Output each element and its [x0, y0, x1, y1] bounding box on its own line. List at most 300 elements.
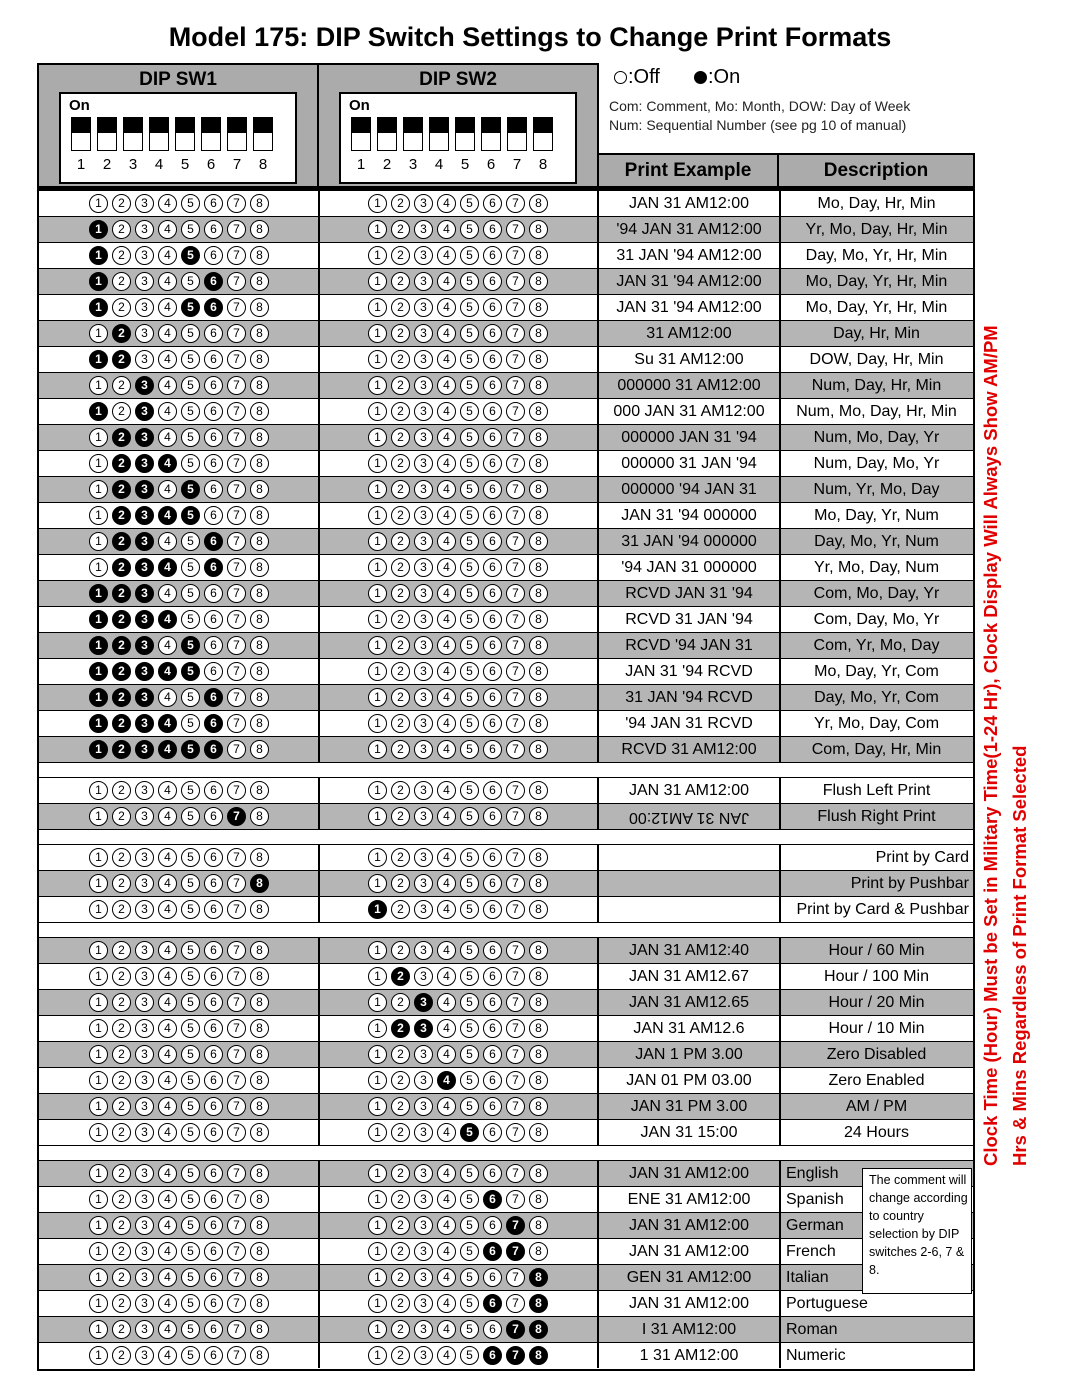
switch-off-circle: 3	[414, 1097, 433, 1116]
switch-off-circle: 6	[204, 1294, 223, 1313]
switch-off-circle: 1	[368, 194, 387, 213]
switch-off-circle: 8	[250, 1097, 269, 1116]
print-example-text: JAN 31 '94 000000	[621, 506, 757, 524]
switch-off-circle: 8	[250, 781, 269, 800]
switch-off-circle: 8	[250, 610, 269, 629]
switch-off-circle: 3	[135, 1242, 154, 1261]
switch-off-circle: 5	[181, 1097, 200, 1116]
description-cell: Zero Disabled	[826, 1045, 927, 1063]
sw2-cell	[319, 845, 597, 870]
switch-on-circle: 4	[158, 506, 177, 525]
switch-off-circle: 4	[437, 1019, 456, 1038]
switch-off-circle: 6	[483, 781, 502, 800]
switch-off-circle: 4	[158, 584, 177, 603]
print-example-cell	[599, 1042, 779, 1067]
switch-off-circle: 4	[437, 1346, 456, 1365]
switch-off-circle: 6	[204, 220, 223, 239]
switch-off-circle: 6	[483, 402, 502, 421]
switch-off-circle: 8	[529, 454, 548, 473]
switch-off-circle: 7	[227, 506, 246, 525]
sw2-switch-states	[366, 402, 550, 421]
sw1-cell	[39, 243, 319, 268]
switch-off-circle: 5	[181, 900, 200, 919]
switch-off-circle: 7	[506, 1164, 525, 1183]
switch-off-circle: 5	[181, 688, 200, 707]
switch-off-circle: 8	[250, 584, 269, 603]
sw1-switch-states	[87, 402, 271, 421]
switch-off-circle: 5	[181, 584, 200, 603]
switch-number: 8	[258, 156, 268, 173]
switch-off-circle: 1	[368, 714, 387, 733]
switch-off-circle: 6	[483, 350, 502, 369]
sw1-switch-states	[87, 1294, 271, 1313]
switch-number: 1	[76, 156, 86, 173]
sw1-cell	[39, 938, 319, 963]
switch-off-circle: 2	[112, 220, 131, 239]
switch-off-circle: 1	[368, 298, 387, 317]
sw1-cell	[39, 1213, 319, 1238]
sw1-cell	[39, 633, 319, 658]
switch-off-circle: 3	[414, 740, 433, 759]
sw1-switch-states	[87, 740, 271, 759]
switch-off-circle: 4	[158, 480, 177, 499]
switch-off-circle: 6	[204, 194, 223, 213]
switch-off-circle: 8	[529, 1242, 548, 1261]
switch-off-circle: 3	[135, 967, 154, 986]
description-cell: Spanish	[786, 1190, 844, 1208]
description-cell: Num, Mo, Day, Yr	[813, 428, 940, 446]
switch-off-circle: 8	[529, 532, 548, 551]
sw1-switch-states	[87, 428, 271, 447]
switch-on-circle: 3	[135, 480, 154, 499]
table-row	[39, 684, 973, 710]
switch-off-circle: 4	[437, 480, 456, 499]
switch-off-circle: 6	[204, 1320, 223, 1339]
sw1-switch-states	[87, 324, 271, 343]
switch-number: 7	[232, 156, 242, 173]
separator-row	[39, 829, 973, 844]
switch-number: 2	[102, 156, 112, 173]
switch-off-circle: 8	[529, 584, 548, 603]
sw2-switch-states	[366, 1071, 550, 1090]
switch-off-circle: 6	[204, 993, 223, 1012]
switch-off-circle: 2	[112, 967, 131, 986]
switch-off-circle: 6	[483, 874, 502, 893]
switch-off-circle: 4	[437, 506, 456, 525]
switch-on-circle: 2	[112, 688, 131, 707]
dip-switch-toggle	[253, 117, 273, 151]
switch-off-circle: 2	[391, 1045, 410, 1064]
switch-off-circle: 1	[368, 967, 387, 986]
sw1-cell	[39, 1016, 319, 1041]
switch-off-circle: 4	[437, 967, 456, 986]
switch-off-circle: 8	[250, 714, 269, 733]
switch-off-circle: 6	[483, 636, 502, 655]
sw1-switch-states	[87, 688, 271, 707]
switch-off-circle: 6	[483, 807, 502, 826]
sw1-switch-states	[87, 967, 271, 986]
print-example-cell	[599, 581, 779, 606]
switch-off-circle: 5	[460, 610, 479, 629]
switch-off-circle: 7	[506, 714, 525, 733]
description-cell: Mo, Day, Hr, Min	[817, 194, 936, 212]
switch-off-circle: 4	[437, 807, 456, 826]
switch-off-circle: 4	[437, 636, 456, 655]
sw2-switch-states	[366, 610, 550, 629]
sw1-switch-states	[87, 350, 271, 369]
dip-switch-toggle	[481, 117, 501, 151]
switch-off-circle: 1	[89, 1242, 108, 1261]
switch-off-circle: 7	[227, 324, 246, 343]
switch-off-circle: 4	[437, 402, 456, 421]
switch-off-circle: 1	[368, 610, 387, 629]
switch-off-circle: 6	[483, 1071, 502, 1090]
switch-off-circle: 4	[437, 1097, 456, 1116]
switch-off-circle: 4	[158, 272, 177, 291]
switch-off-circle: 6	[483, 220, 502, 239]
sw1-cell	[39, 269, 319, 294]
switch-off-circle: 6	[483, 1123, 502, 1142]
sw1-switch-states	[87, 558, 271, 577]
dip-sw2-header	[317, 63, 599, 188]
switch-off-circle: 8	[529, 1123, 548, 1142]
sw2-switch-states	[366, 220, 550, 239]
dip-sw1-diagram	[59, 92, 297, 184]
switch-off-circle: 2	[391, 900, 410, 919]
table-row	[39, 346, 973, 372]
print-example-text: JAN 31 AM12:00	[628, 781, 750, 799]
switch-on-circle: 2	[112, 506, 131, 525]
switch-off-circle: 4	[158, 1071, 177, 1090]
switch-off-circle: 4	[437, 1320, 456, 1339]
switch-off-circle: 6	[483, 584, 502, 603]
switch-off-circle: 7	[506, 246, 525, 265]
dip-switch-toggle	[403, 117, 423, 151]
print-example-text: '94 JAN 31 AM12:00	[616, 220, 762, 238]
switch-off-circle: 7	[227, 1071, 246, 1090]
sw2-switch-states	[366, 781, 550, 800]
print-example-text: 31 JAN '94 AM12:00	[616, 246, 762, 264]
switch-off-circle: 7	[227, 220, 246, 239]
sw2-switch-states	[366, 1216, 550, 1235]
switch-off-circle: 8	[529, 848, 548, 867]
sw1-cell	[39, 581, 319, 606]
switch-off-circle: 6	[204, 1346, 223, 1365]
switch-off-circle: 4	[158, 1045, 177, 1064]
print-example-cell	[599, 347, 779, 372]
switch-off-circle: 1	[89, 532, 108, 551]
switch-off-circle: 7	[506, 662, 525, 681]
switch-off-circle: 8	[529, 688, 548, 707]
description-cell: Mo, Day, Yr, Hr, Min	[805, 272, 948, 290]
switch-on-circle: 3	[414, 1019, 433, 1038]
sw2-cell	[319, 373, 597, 398]
switch-on-circle: 3	[135, 376, 154, 395]
switch-off-circle: 4	[437, 1164, 456, 1183]
switch-off-circle: 8	[529, 740, 548, 759]
on-label: On	[349, 97, 370, 114]
print-example-cell	[599, 1094, 779, 1119]
switch-off-circle: 4	[158, 194, 177, 213]
table-row	[39, 190, 973, 216]
description-cell: Print by Pushbar	[850, 874, 969, 892]
switch-off-circle: 8	[250, 662, 269, 681]
switch-off-circle: 7	[506, 993, 525, 1012]
sw2-cell	[319, 347, 597, 372]
switch-off-circle: 1	[368, 1045, 387, 1064]
description-cell: Yr, Mo, Day, Com	[813, 714, 940, 732]
description-cell: 24 Hours	[844, 1123, 909, 1141]
switch-off-circle: 3	[414, 1294, 433, 1313]
switch-off-circle: 2	[112, 1019, 131, 1038]
print-example-cell	[599, 1016, 779, 1041]
legend-on-label: :On	[708, 66, 741, 88]
sw2-switch-states	[366, 1019, 550, 1038]
switch-number: 3	[128, 156, 138, 173]
switch-off-circle: 6	[204, 246, 223, 265]
switch-off-circle: 2	[112, 1216, 131, 1235]
switch-off-circle: 5	[181, 714, 200, 733]
dip-sw2-label: DIP SW2	[419, 69, 497, 90]
switch-off-circle: 2	[391, 1294, 410, 1313]
switch-off-circle: 7	[506, 1045, 525, 1064]
switch-off-circle: 7	[506, 1097, 525, 1116]
switch-off-circle: 1	[89, 506, 108, 525]
switch-off-circle: 3	[135, 1071, 154, 1090]
switch-off-circle: 6	[483, 428, 502, 447]
description-cell: French	[786, 1242, 836, 1260]
switch-off-circle: 3	[135, 1190, 154, 1209]
sw2-switch-states	[366, 272, 550, 291]
switch-off-circle: 6	[483, 1216, 502, 1235]
description-cell: Roman	[786, 1320, 838, 1338]
switch-on-circle: 6	[204, 298, 223, 317]
switch-off-circle: 1	[89, 1164, 108, 1183]
sw1-cell	[39, 321, 319, 346]
switch-off-circle: 4	[158, 900, 177, 919]
print-example-cell	[599, 633, 779, 658]
switch-off-circle: 4	[437, 610, 456, 629]
switch-off-circle: 7	[506, 532, 525, 551]
switch-off-circle: 8	[250, 402, 269, 421]
switch-off-circle: 3	[414, 324, 433, 343]
sw2-cell	[319, 529, 597, 554]
table-row	[39, 1316, 973, 1342]
sw2-switch-states	[366, 714, 550, 733]
switch-off-circle: 4	[158, 298, 177, 317]
switch-off-circle: 5	[181, 1019, 200, 1038]
switch-off-circle: 4	[437, 714, 456, 733]
sw1-switch-states	[87, 714, 271, 733]
table-row	[39, 1119, 973, 1145]
switch-off-circle: 3	[414, 610, 433, 629]
switch-off-circle: 5	[460, 506, 479, 525]
switch-off-circle: 5	[460, 848, 479, 867]
sw1-cell	[39, 451, 319, 476]
switch-off-circle: 8	[250, 1216, 269, 1235]
switch-off-circle: 3	[414, 584, 433, 603]
switch-off-circle: 4	[437, 350, 456, 369]
switch-off-circle: 4	[158, 941, 177, 960]
table-row	[39, 803, 973, 829]
switch-off-circle: 1	[89, 324, 108, 343]
print-example-cell	[599, 964, 779, 989]
switch-off-circle: 1	[89, 1268, 108, 1287]
switch-on-circle: 3	[135, 610, 154, 629]
switch-off-circle: 7	[506, 454, 525, 473]
switch-off-circle: 4	[158, 1164, 177, 1183]
switch-off-circle: 2	[391, 506, 410, 525]
switch-off-circle: 4	[437, 428, 456, 447]
switch-off-circle: 1	[368, 584, 387, 603]
switch-off-circle: 3	[135, 246, 154, 265]
switch-off-circle: 4	[437, 941, 456, 960]
switch-off-circle: 8	[529, 298, 548, 317]
switch-off-circle: 6	[204, 402, 223, 421]
switch-on-circle: 2	[112, 324, 131, 343]
switch-on-circle: 2	[112, 480, 131, 499]
switch-off-circle: 5	[181, 1045, 200, 1064]
switch-off-circle: 8	[250, 1346, 269, 1365]
switch-off-circle: 5	[460, 1216, 479, 1235]
switch-off-circle: 6	[483, 1097, 502, 1116]
switch-off-circle: 8	[529, 610, 548, 629]
switch-off-circle: 3	[135, 993, 154, 1012]
switch-off-circle: 3	[414, 1123, 433, 1142]
print-example-text: JAN 31 15:00	[640, 1123, 738, 1141]
switch-off-circle: 5	[181, 1164, 200, 1183]
description-cell: English	[786, 1164, 839, 1182]
switch-off-circle: 1	[368, 688, 387, 707]
switch-off-circle: 4	[437, 874, 456, 893]
switch-off-circle: 8	[529, 807, 548, 826]
switch-off-circle: 3	[414, 1045, 433, 1064]
switch-off-circle: 3	[135, 194, 154, 213]
switch-off-circle: 7	[227, 1294, 246, 1313]
switch-on-circle: 7	[506, 1216, 525, 1235]
switch-off-circle: 8	[250, 1045, 269, 1064]
switch-on-circle: 6	[483, 1190, 502, 1209]
switch-off-circle: 7	[506, 807, 525, 826]
switch-off-circle: 5	[181, 1320, 200, 1339]
switch-off-circle: 3	[414, 454, 433, 473]
switch-off-circle: 8	[529, 781, 548, 800]
print-example-text: JAN 1 PM 3.00	[635, 1045, 743, 1063]
switch-off-circle: 6	[483, 967, 502, 986]
switch-off-circle: 3	[414, 1346, 433, 1365]
sw1-cell	[39, 1343, 319, 1368]
print-example-text: RCVD 31 AM12:00	[621, 740, 757, 758]
switch-off-circle: 4	[437, 194, 456, 213]
dip-switch-toggle	[123, 117, 143, 151]
switch-off-circle: 1	[89, 781, 108, 800]
sw2-cell	[319, 633, 597, 658]
switch-off-circle: 5	[181, 558, 200, 577]
switch-off-circle: 3	[414, 874, 433, 893]
sw1-cell	[39, 425, 319, 450]
description-cell: Num, Yr, Mo, Day	[813, 480, 940, 498]
sw1-cell	[39, 711, 319, 736]
switch-off-circle: 8	[529, 1097, 548, 1116]
switch-off-circle: 6	[204, 506, 223, 525]
switch-off-circle: 3	[414, 1242, 433, 1261]
switch-number: 4	[434, 156, 444, 173]
switch-off-circle: 8	[250, 688, 269, 707]
switch-off-circle: 6	[204, 807, 223, 826]
switch-off-circle: 8	[529, 480, 548, 499]
switch-off-circle: 6	[483, 194, 502, 213]
sw1-cell	[39, 1161, 319, 1186]
sw1-cell	[39, 1094, 319, 1119]
sw2-cell	[319, 243, 597, 268]
switch-off-circle: 1	[89, 1071, 108, 1090]
switch-off-circle: 8	[529, 350, 548, 369]
switch-on-circle: 2	[112, 714, 131, 733]
description-cell: Num, Mo, Day, Hr, Min	[796, 402, 957, 420]
switch-off-circle: 5	[460, 1268, 479, 1287]
switch-off-circle: 5	[181, 1346, 200, 1365]
switch-off-circle: 5	[460, 194, 479, 213]
switch-off-circle: 1	[89, 1294, 108, 1313]
print-example-text: I 31 AM12:00	[641, 1320, 737, 1338]
switch-off-circle: 5	[460, 1190, 479, 1209]
switch-off-circle: 3	[414, 848, 433, 867]
switch-off-circle: 5	[181, 220, 200, 239]
switch-off-circle: 4	[437, 1242, 456, 1261]
switch-off-circle: 7	[227, 848, 246, 867]
description-cell: Day, Mo, Yr, Hr, Min	[805, 246, 948, 264]
switch-off-circle: 2	[391, 1268, 410, 1287]
print-example-text: JAN 31 AM12:00	[628, 808, 750, 826]
switch-off-circle: 6	[483, 532, 502, 551]
switch-off-circle: 5	[460, 740, 479, 759]
sw1-cell	[39, 529, 319, 554]
sw2-cell	[319, 217, 597, 242]
format-note: Hrs & Mins Regardless of Print Format Selected	[1009, 745, 1030, 1166]
switch-off-circle: 4	[437, 1190, 456, 1209]
switch-off-circle: 7	[227, 688, 246, 707]
switch-off-circle: 2	[391, 714, 410, 733]
switch-on-circle: 3	[135, 662, 154, 681]
switch-off-circle: 8	[250, 1320, 269, 1339]
description-cell: Mo, Day, Yr, Hr, Min	[805, 298, 948, 316]
sw1-cell	[39, 1187, 319, 1212]
switch-off-circle: 6	[483, 1045, 502, 1064]
switch-off-circle: 3	[414, 1071, 433, 1090]
description-cell: Zero Enabled	[828, 1071, 925, 1089]
print-example-text: JAN 31 AM12.6	[633, 1019, 745, 1037]
print-example-text: JAN 31 AM12:00	[628, 1242, 750, 1260]
switch-off-circle: 6	[204, 662, 223, 681]
print-example-text: 000000 JAN 31 '94	[621, 428, 757, 446]
switch-on-circle: 7	[506, 1242, 525, 1261]
switch-off-circle: 2	[112, 1071, 131, 1090]
description-cell: Mo, Day, Yr, Num	[814, 506, 939, 524]
sw2-switch-states	[366, 1242, 550, 1261]
switch-off-circle: 1	[368, 1123, 387, 1142]
switch-off-circle: 5	[460, 298, 479, 317]
print-example-cell	[599, 1161, 779, 1186]
switch-on-circle: 1	[89, 350, 108, 369]
table-row	[39, 320, 973, 346]
switch-off-circle: 1	[89, 428, 108, 447]
switch-on-circle: 8	[529, 1346, 548, 1365]
switch-off-circle: 1	[368, 1071, 387, 1090]
switch-off-circle: 2	[391, 558, 410, 577]
sw1-cell	[39, 964, 319, 989]
switch-off-circle: 1	[368, 1242, 387, 1261]
switch-off-circle: 3	[135, 874, 154, 893]
